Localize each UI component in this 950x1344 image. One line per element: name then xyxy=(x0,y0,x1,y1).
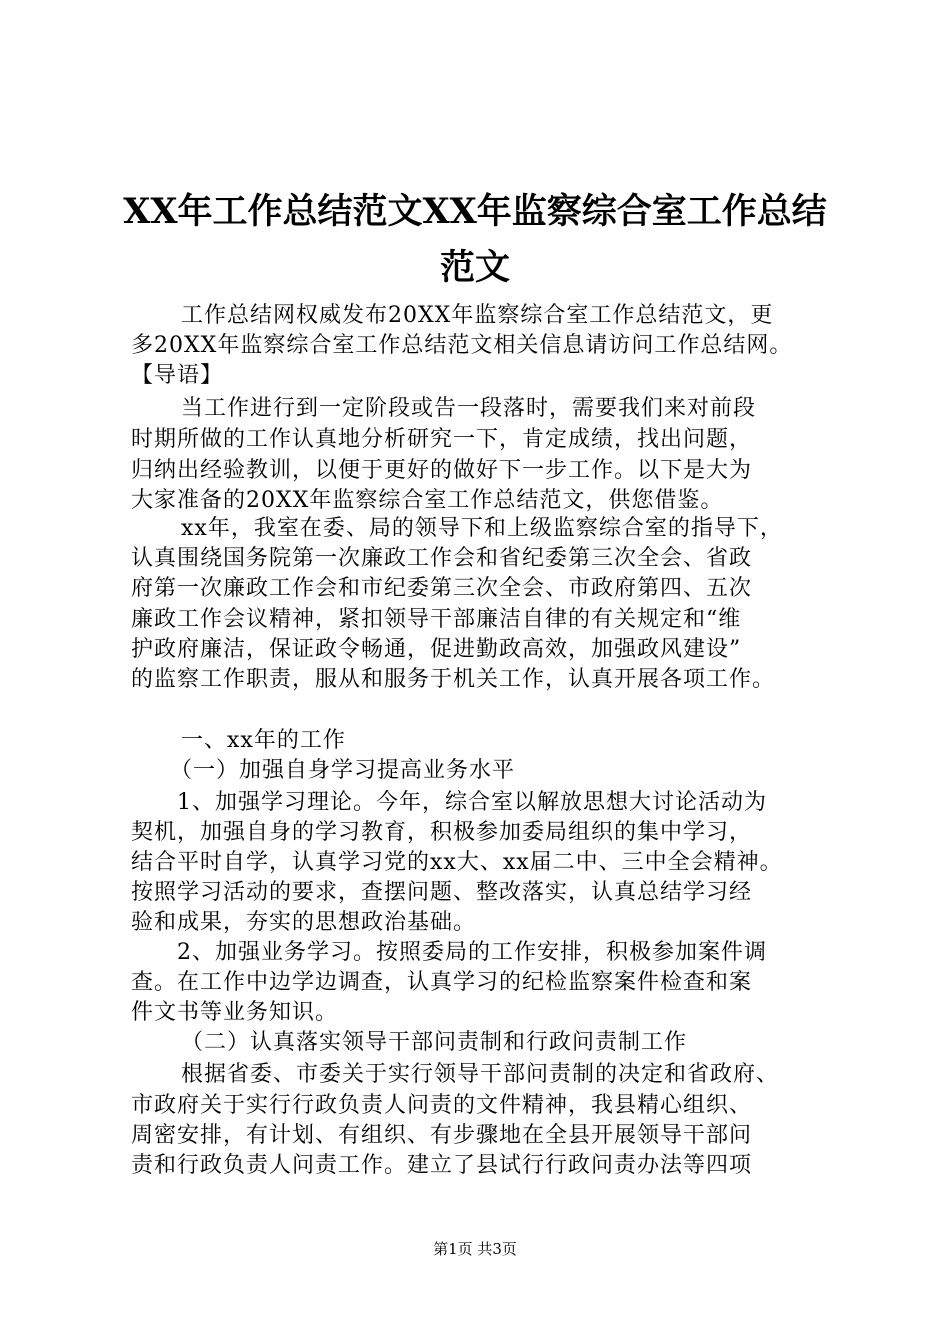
subsection-heading: （二）认真落实领导干部问责制和行政问责制工作 xyxy=(181,1030,688,1055)
paragraph-line: 廉政工作会议精神，紧扣领导干部廉洁自律的有关规定和“维 xyxy=(131,607,742,632)
paragraph-line: 大家准备的20XX年监察综合室工作总结范文，供您借鉴。 xyxy=(131,488,724,513)
paragraph-line: 周密安排，有计划、有组织、有步骤地在全县开展领导干部问 xyxy=(131,1123,753,1148)
paragraph-line: 契机，加强自身的学习教育，积极参加委局组织的集中学习， xyxy=(131,820,753,845)
paragraph-line: 时期所做的工作认真地分析研究一下，肯定成绩，找出问题， xyxy=(131,427,753,452)
paragraph-line: xx年，我室在委、局的领导下和上级监察综合室的指导下， xyxy=(181,516,783,541)
paragraph-line: 认真围绕国务院第一次廉政工作会和省纪委第三次全会、省政 xyxy=(131,546,753,571)
paragraph-line: 2、加强业务学习。按照委局的工作安排，积极参加案件调 xyxy=(177,940,767,965)
page-number-footer: 第1页 共3页 xyxy=(433,1240,517,1258)
paragraph-line: 责和行政负责人问责工作。建立了县试行行政问责办法等四项 xyxy=(131,1153,753,1178)
paragraph-line: 按照学习活动的要求，查摆问题、整改落实，认真总结学习经 xyxy=(131,880,753,905)
paragraph-line: 根据省委、市委关于实行领导干部问责制的决定和省政府、 xyxy=(181,1062,780,1087)
paragraph-line: 的监察工作职责，服从和服务于机关工作，认真开展各项工作。 xyxy=(131,667,776,692)
paragraph-line: 件文书等业务知识。 xyxy=(131,1000,339,1025)
paragraph-line: 验和成果，夯实的思想政治基础。 xyxy=(131,910,477,935)
paragraph-line: 当工作进行到一定阶段或告一段落时，需要我们来对前段 xyxy=(181,396,757,421)
paragraph-line: 市政府关于实行行政负责人问责的文件精神，我县精心组织、 xyxy=(131,1093,753,1118)
paragraph-line: 归纳出经验教训，以便于更好的做好下一步工作。以下是大为 xyxy=(131,458,753,483)
paragraph-line: 查。在工作中边学边调查，认真学习的纪检监察案件检查和案 xyxy=(131,970,753,995)
document-title-line-2: 范文 xyxy=(439,247,510,288)
paragraph-line: 1、加强学习理论。今年，综合室以解放思想大讨论活动为 xyxy=(177,790,767,815)
paragraph-line: 护政府廉洁，保证政令畅通，促进勤政高效，加强政风建设” xyxy=(131,637,742,662)
section-heading: 一、xx年的工作 xyxy=(181,728,346,753)
subsection-heading: （一）加强自身学习提高业务水平 xyxy=(170,758,516,783)
paragraph-line: 多20XX年监察综合室工作总结范文相关信息请访问工作总结网。 xyxy=(131,333,793,358)
paragraph-line: 府第一次廉政工作会和市纪委第三次全会、市政府第四、五次 xyxy=(131,576,753,601)
paragraph-line: 工作总结网权威发布20XX年监察综合室工作总结范文，更 xyxy=(181,303,774,328)
paragraph-line: 【导语】 xyxy=(131,363,224,388)
paragraph-line: 结合平时自学，认真学习党的xx大、xx届二中、三中全会精神。 xyxy=(131,850,783,875)
document-title-line-1: XX年工作总结范文XX年监察综合室工作总结 xyxy=(123,191,827,232)
